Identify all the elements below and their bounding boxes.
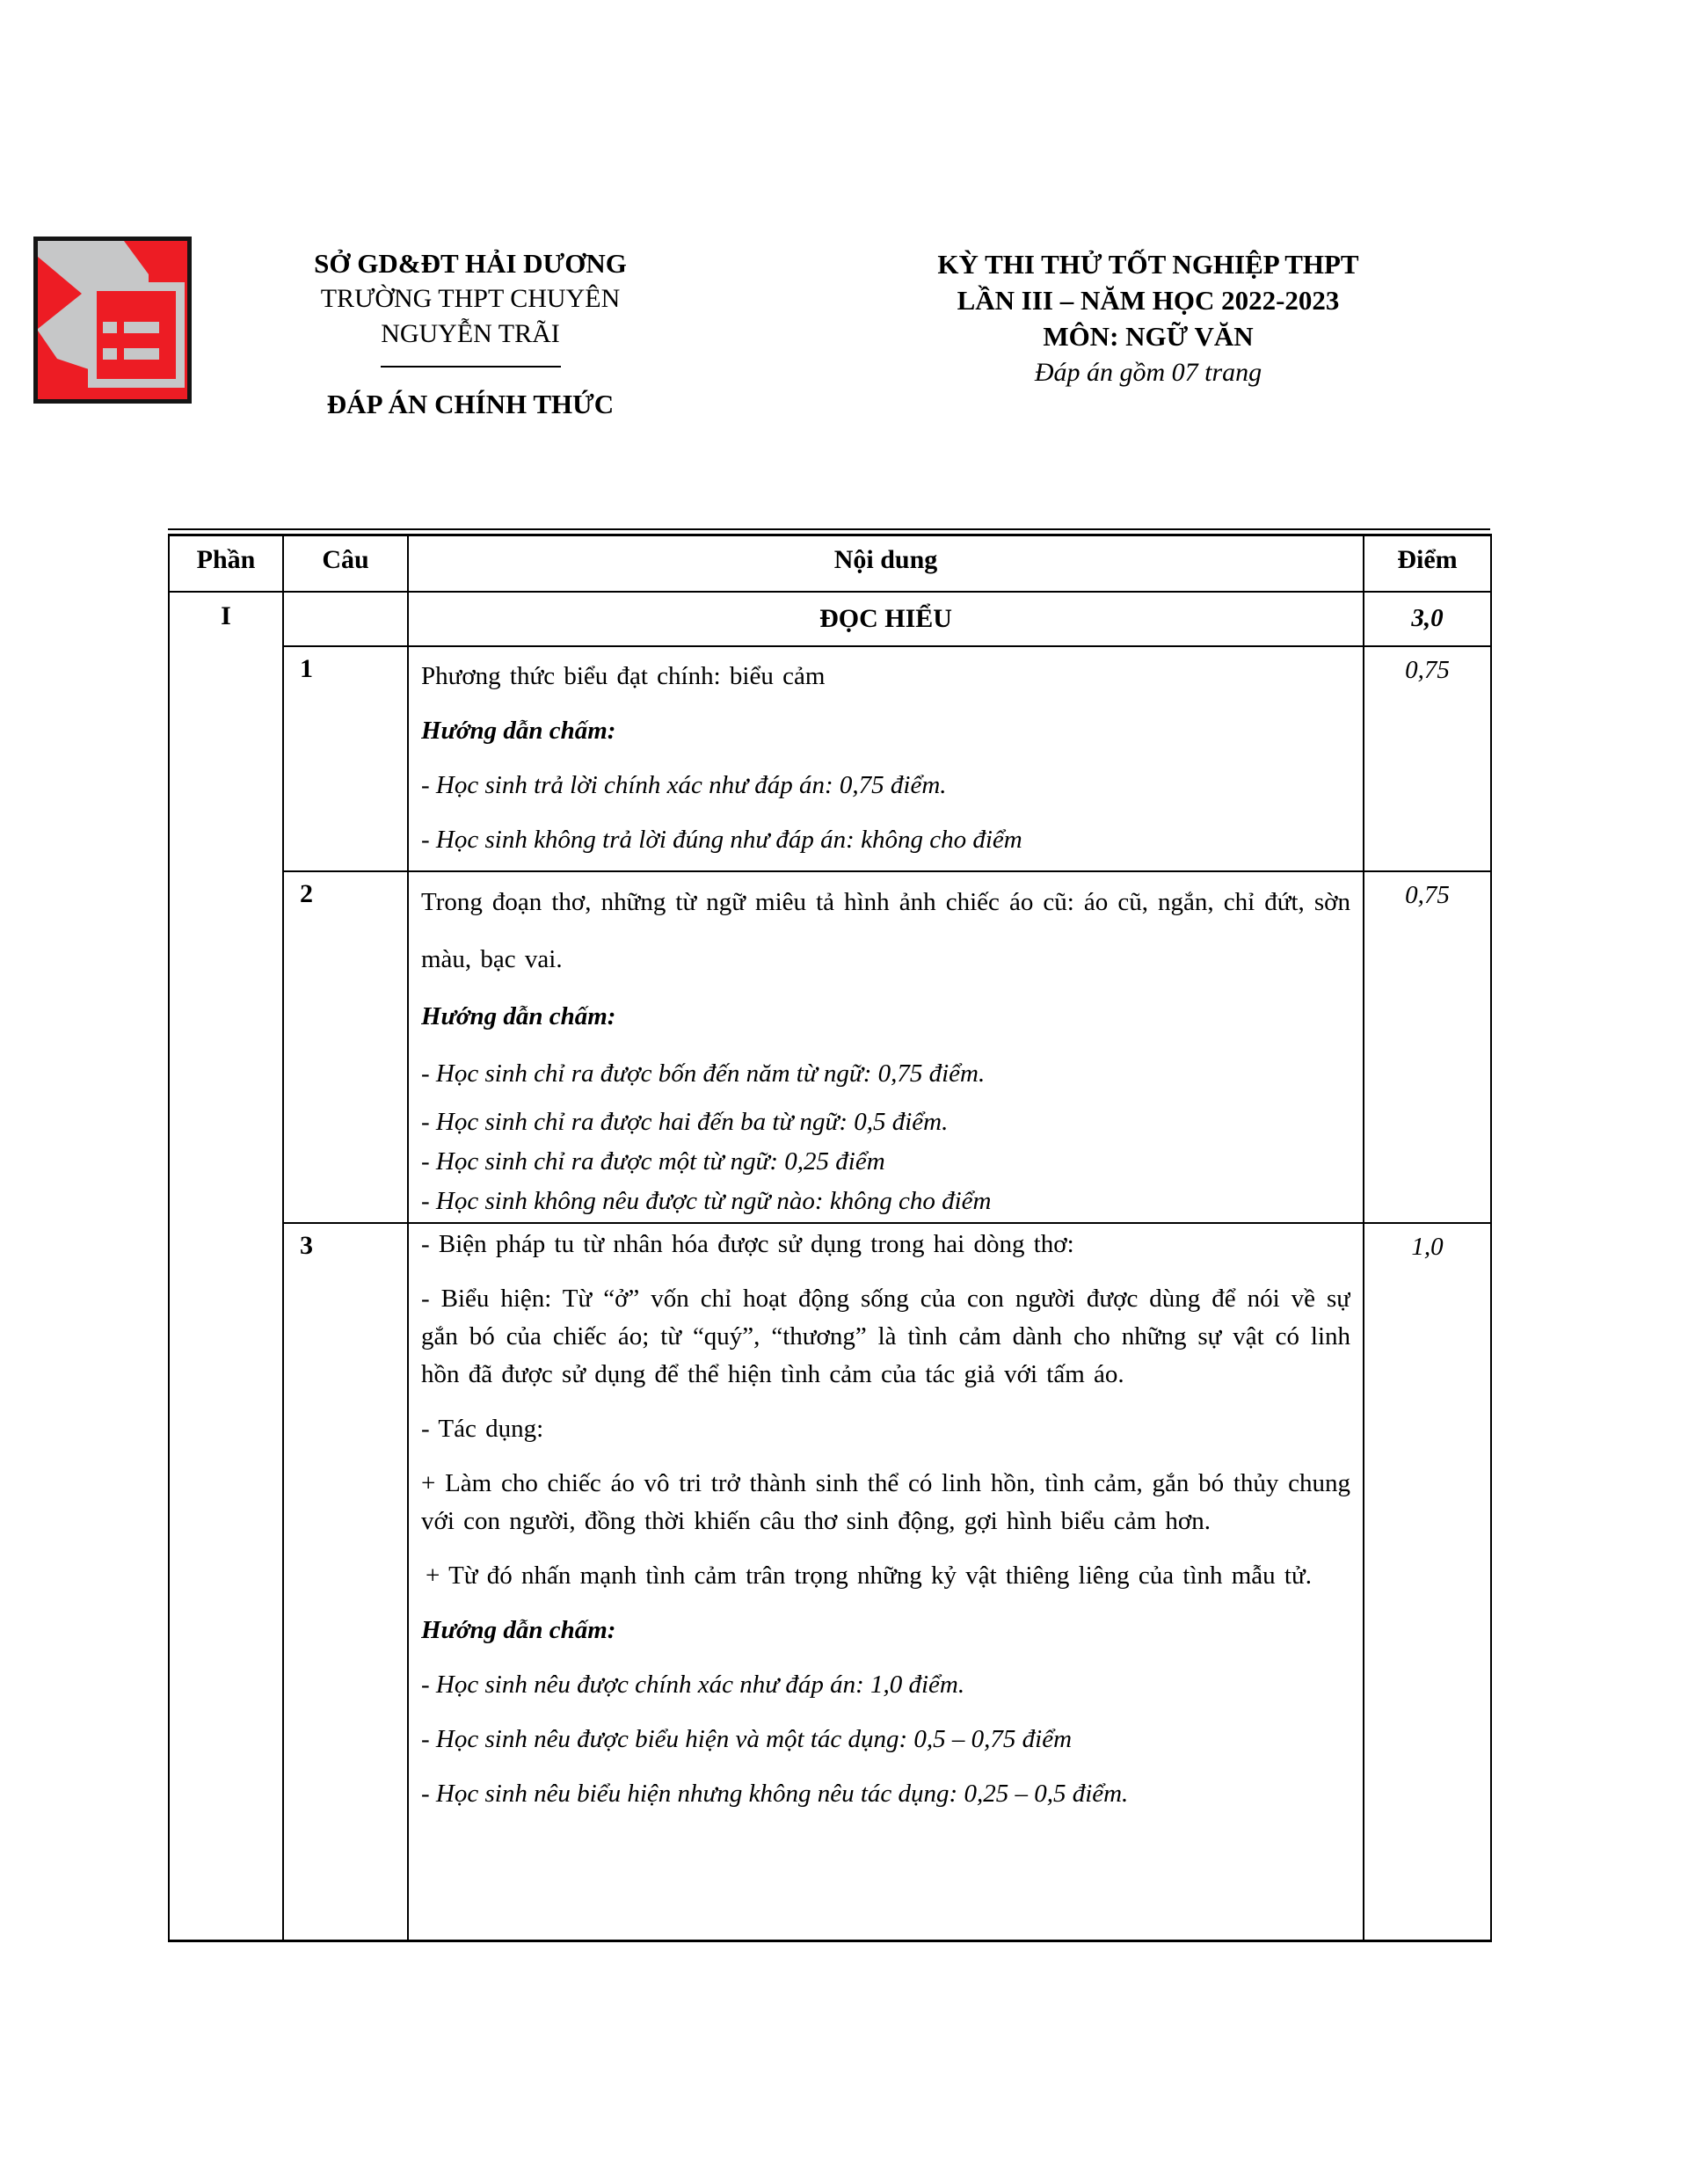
content-paragraph: Hướng dẫn chấm:	[421, 1001, 616, 1030]
column-header-cau: Câu	[283, 535, 408, 592]
column-header-noidung: Nội dung	[408, 535, 1364, 592]
answer-row	[169, 646, 1491, 871]
answer-content-cell	[408, 871, 1364, 1223]
content-paragraph: - Học sinh trả lời chính xác như đáp án: 0,75 điểm.	[421, 770, 947, 799]
score-value: 0,75	[1364, 871, 1491, 1223]
content-paragraph: - Học sinh nêu được chính xác như đáp án: 1,0 điểm.	[421, 1670, 965, 1699]
answer-table-body	[169, 592, 1491, 1941]
content-paragraph: Trong đoạn thơ, những từ ngữ miêu tả hình ảnh chiếc áo cũ: áo cũ, ngắn, chỉ đứt, sờn màu, bạc vai.	[421, 887, 1350, 973]
header-divider-rule	[381, 366, 561, 368]
section-cell-phan: I	[169, 592, 283, 1941]
content-paragraph: - Biện pháp tu từ nhân hóa được sử dụng trong hai dòng thơ:	[421, 1229, 1074, 1258]
content-paragraph: - Học sinh không nêu được từ ngữ nào: không cho điểm	[421, 1186, 992, 1215]
header-right-block	[888, 246, 1408, 390]
table-header-row	[169, 535, 1491, 592]
content-paragraph: + Làm cho chiếc áo vô tri trở thành sinh thể có linh hồn, tình cảm, gắn bó thủy chung với con người, đồng thời khiến câu thơ sinh động, gợi hình biểu cảm hơn.	[421, 1468, 1350, 1535]
content-paragraph: - Học sinh nêu biểu hiện nhưng không nêu tác dụng: 0,25 – 0,5 điểm.	[421, 1779, 1129, 1808]
answer-content-cell	[408, 1223, 1364, 1941]
school-name-line2: NGUYỄN TRÃI	[381, 319, 560, 348]
school-logo-icon	[33, 237, 192, 404]
answer-content-box	[421, 649, 1350, 870]
content-paragraph: - Tác dụng:	[421, 1414, 544, 1443]
answer-content-cell	[408, 646, 1364, 871]
table-top-rule	[168, 528, 1490, 530]
content-paragraph: - Học sinh không trả lời đúng như đáp án: không cho điểm	[421, 825, 1022, 854]
score-value: 1,0	[1364, 1223, 1491, 1941]
section-cell-empty	[283, 592, 408, 646]
exam-round: LẦN III – NĂM HỌC 2022-2023	[957, 285, 1340, 316]
official-answer-key-label: ĐÁP ÁN CHÍNH THỨC	[326, 389, 615, 419]
question-number: 3	[283, 1223, 408, 1941]
school-name-line1: TRƯỜNG THPT CHUYÊN	[320, 284, 621, 313]
column-header-diem: Điểm	[1364, 535, 1491, 592]
content-paragraph: Phương thức biểu đạt chính: biểu cảm	[421, 661, 826, 690]
answer-content-box	[421, 1226, 1350, 1940]
column-header-phan: Phần	[169, 535, 283, 592]
department-name: SỞ GD&ĐT HẢI DƯƠNG	[314, 248, 627, 279]
question-number: 2	[283, 871, 408, 1223]
score-value: 0,75	[1364, 646, 1491, 871]
header-left-block	[264, 246, 677, 422]
question-number: 1	[283, 646, 408, 871]
answer-key-table	[168, 534, 1492, 1942]
exam-title: KỲ THI THỬ TỐT NGHIỆP THPT	[937, 249, 1359, 280]
school-logo-graphic	[38, 241, 187, 399]
section-title: ĐỌC HIỂU	[408, 592, 1364, 646]
section-score: 3,0	[1364, 592, 1491, 646]
exam-subject: MÔN: NGỮ VĂN	[1043, 321, 1254, 352]
answer-content-box	[421, 874, 1350, 1222]
content-paragraph: - Học sinh chỉ ra được hai đến ba từ ngữ: 0,5 điểm.	[421, 1107, 949, 1136]
content-paragraph: Hướng dẫn chấm:	[421, 716, 616, 745]
content-paragraph: - Học sinh nêu được biểu hiện và một tác dụng: 0,5 – 0,75 điểm	[421, 1724, 1073, 1753]
answer-row	[169, 1223, 1491, 1941]
content-paragraph: + Từ đó nhấn mạnh tình cảm trân trọng những kỷ vật thiêng liêng của tình mẫu tử.	[426, 1561, 1312, 1590]
pages-note: Đáp án gồm 07 trang	[1034, 358, 1262, 387]
content-paragraph: - Biểu hiện: Từ “ở” vốn chỉ hoạt động sống của con người được dùng để nói về sự gắn bó của chiếc áo; từ “quý”, “thương” là tình cảm dành cho những sự vật có linh hồn đã được sử dụng để thể hiện tình cảm của tác giả với tấm áo.	[421, 1284, 1350, 1388]
content-paragraph: - Học sinh chỉ ra được một từ ngữ: 0,25 điểm	[421, 1147, 885, 1176]
content-paragraph: - Học sinh chỉ ra được bốn đến năm từ ngữ: 0,75 điểm.	[421, 1059, 986, 1088]
content-paragraph: Hướng dẫn chấm:	[421, 1615, 616, 1644]
section-row	[169, 592, 1491, 646]
answer-row	[169, 871, 1491, 1223]
